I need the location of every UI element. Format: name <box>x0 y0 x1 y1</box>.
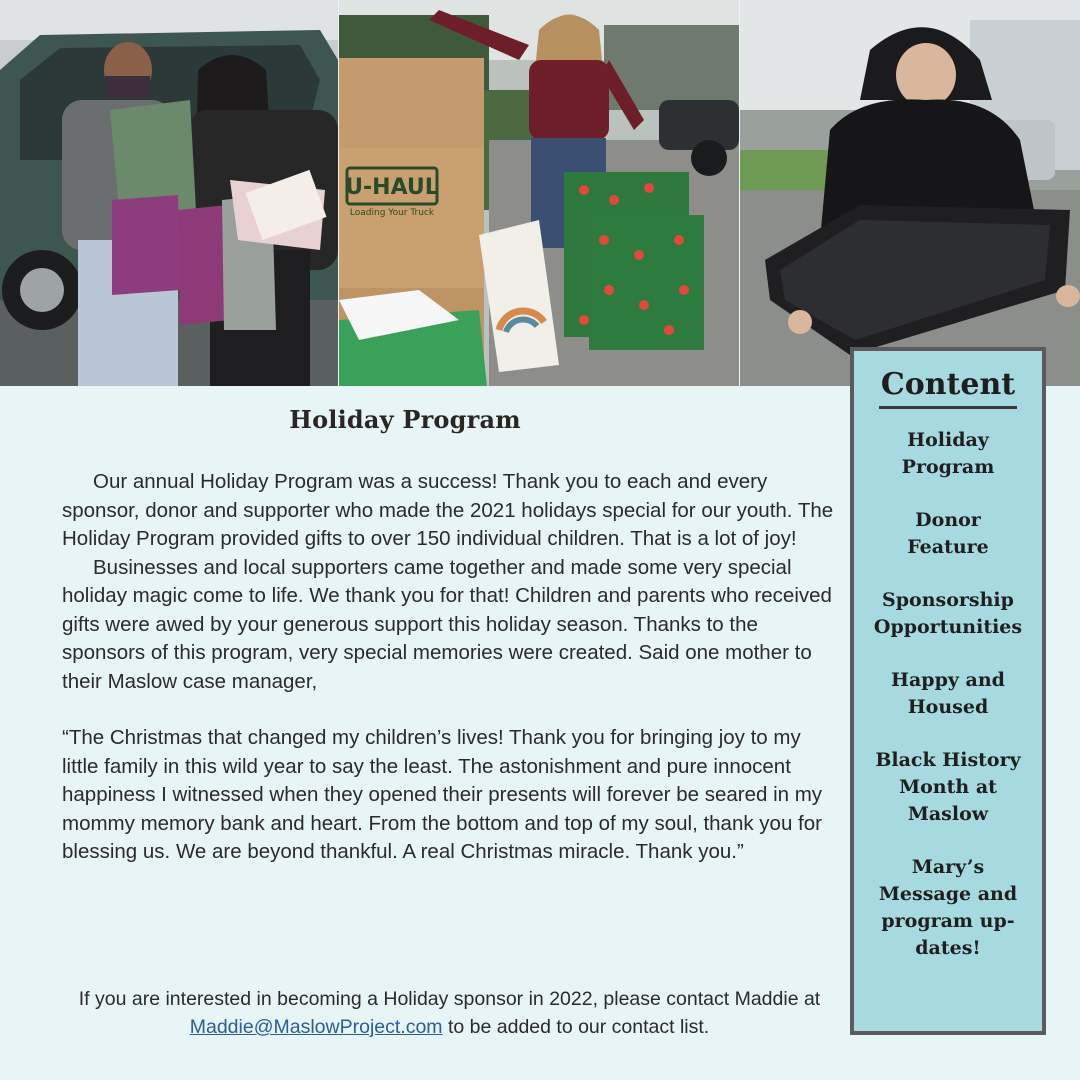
contents-title: Content <box>880 367 1016 402</box>
contents-sidebar <box>850 347 1046 1035</box>
photo-volunteers-with-gifts <box>0 0 338 386</box>
toc-item-holiday-program[interactable]: Holiday Program <box>901 429 995 478</box>
toc-item-marys-message[interactable]: Mary’s Message and program up-dates! <box>878 856 1018 959</box>
box-tagline-label: Loading Your Truck <box>349 208 435 218</box>
contact-text-after: to be added to our contact list. <box>447 1016 710 1038</box>
article-paragraph: Our annual Holiday Program was a success! Thank you to each and every sponsor, donor and supporter who made the 2021 holidays special for our youth. The Holiday Program provided gifts to over 150 individual children. That is a lot of joy! <box>62 470 834 550</box>
toc-item-sponsorship[interactable]: Sponsorship Opportunities <box>873 589 1023 638</box>
toc-item-happy-housed[interactable]: Happy and Housed <box>891 669 1005 718</box>
contact-email-link[interactable]: Maddie@MaslowProject.com <box>189 1016 443 1038</box>
photo-youth-with-gift-box <box>740 0 1080 386</box>
photo-girl-with-gift-boxes <box>339 0 739 386</box>
contents-title-underline <box>879 406 1017 409</box>
contact-text-before: If you are interested in becoming a Holiday sponsor in 2022, please contact Maddie at <box>78 988 821 1010</box>
mother-quote: “The Christmas that changed my children’s lives! Thank you for bringing joy to my little family in this wild year to say the least. The astonishment and pure innocent happiness I witnessed when they opened their presents will forever be seared in my mommy memory bank and heart. From the bottom and top of my soul, thank you for blessing us. We are beyond thankful. A real Christmas miracle. Thank you.” <box>62 726 823 863</box>
box-brand-label: U-HAUL <box>345 175 439 200</box>
article-title: Holiday Program <box>289 405 521 434</box>
article-paragraph: Businesses and local supporters came together and made some very special holiday magic come to life. We thank you for that! Children and parents who received gifts were awed by your generous support this holiday season. Thanks to the sponsors of this program, very special memories were created. Said one mother to their Maslow case manager, <box>62 555 832 693</box>
sponsor-contact-note <box>62 985 837 1041</box>
toc-item-black-history[interactable]: Black History Month at Maslow <box>875 749 1021 825</box>
article-body <box>62 468 837 867</box>
toc-item-donor-feature[interactable]: Donor Feature <box>907 509 989 558</box>
